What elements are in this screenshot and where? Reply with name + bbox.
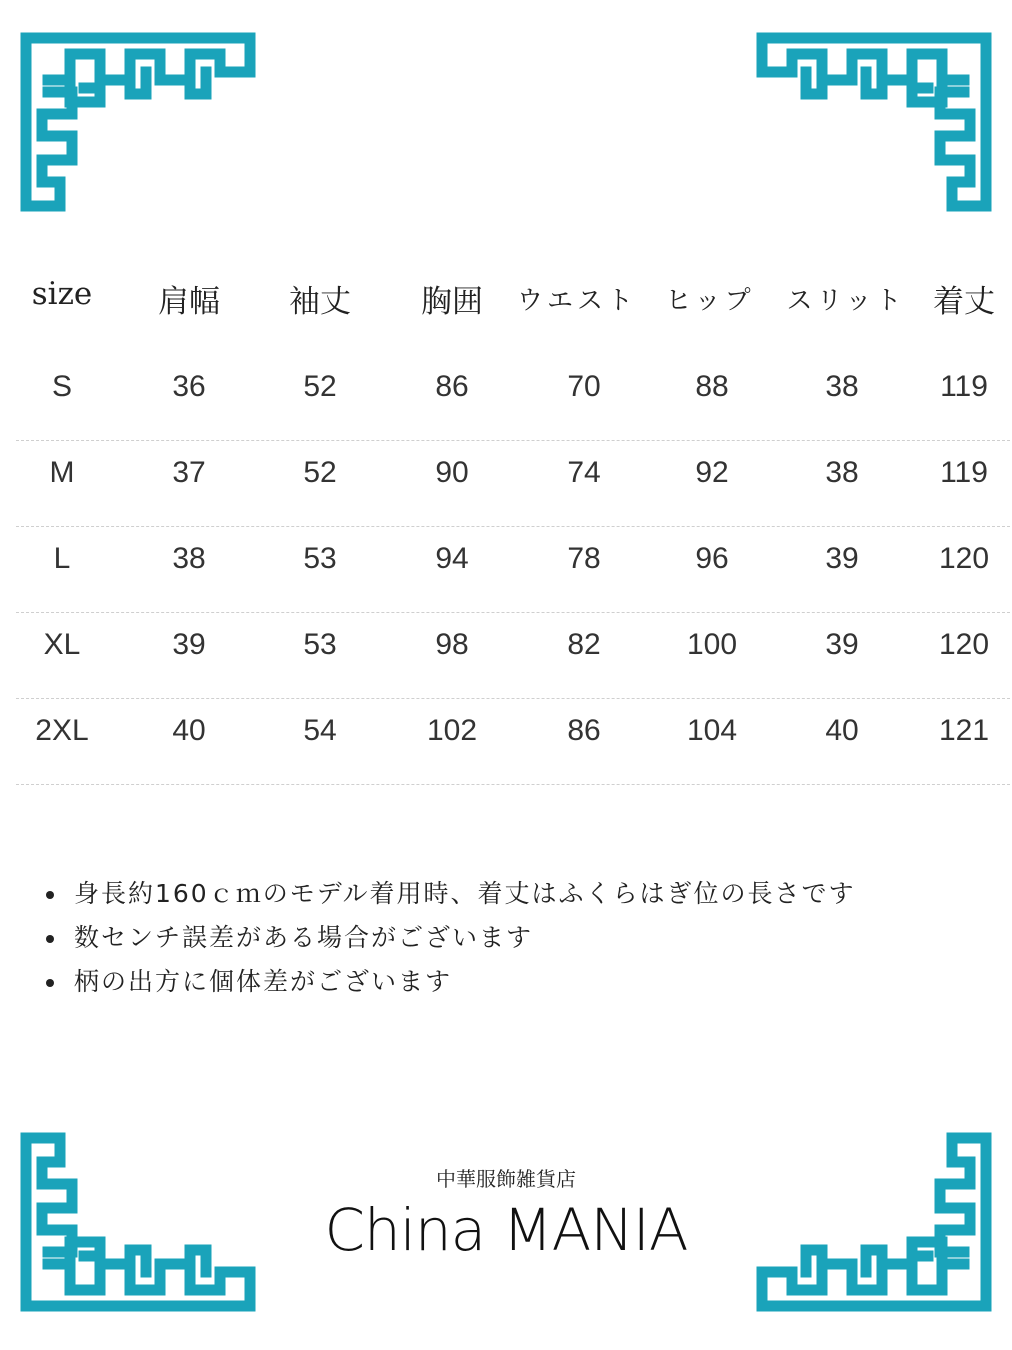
measurement-cell: 120 xyxy=(938,628,990,661)
measurement-cell: 74 xyxy=(567,456,601,489)
size-label: XL xyxy=(43,628,81,661)
column-header-slit: スリット xyxy=(786,286,906,316)
measurement-cell: 120 xyxy=(938,542,990,575)
note-item: 数センチ誤差がある場合がございます xyxy=(46,916,855,960)
measurement-cell: 52 xyxy=(303,370,337,403)
measurement-cell: 38 xyxy=(825,456,859,489)
corner-ornament-top-right-icon xyxy=(752,32,992,212)
table-row xyxy=(16,440,1010,527)
measurement-cell: 94 xyxy=(435,542,469,575)
column-header-length: 着丈 xyxy=(933,284,995,320)
measurement-cell: 121 xyxy=(938,714,990,747)
table-header-row xyxy=(0,268,1012,332)
notes-list xyxy=(46,872,855,1004)
measurement-cell: 38 xyxy=(825,370,859,403)
table-row xyxy=(16,354,1010,441)
measurement-cell: 90 xyxy=(435,456,469,489)
measurement-cell: 88 xyxy=(695,370,729,403)
column-header-hip: ヒップ xyxy=(665,286,755,316)
table-row xyxy=(16,526,1010,613)
column-header-waist: ウエスト xyxy=(516,286,638,316)
measurement-cell: 40 xyxy=(172,714,206,747)
measurement-cell: 78 xyxy=(567,542,601,575)
measurement-cell: 102 xyxy=(426,714,478,747)
measurement-cell: 119 xyxy=(940,456,988,489)
column-header-sleeve: 袖丈 xyxy=(289,284,351,320)
brand-subtitle: 中華服飾雑貨店 xyxy=(436,1167,576,1191)
measurement-cell: 37 xyxy=(172,456,206,489)
column-header-size: size xyxy=(31,276,93,312)
measurement-cell: 82 xyxy=(567,628,601,661)
table-row xyxy=(16,612,1010,699)
note-item: 柄の出方に個体差がございます xyxy=(46,960,855,1004)
measurement-cell: 86 xyxy=(567,714,601,747)
measurement-cell: 70 xyxy=(567,370,601,403)
size-label: 2XL xyxy=(35,714,89,747)
note-item: 身長約160ｃｍのモデル着用時、着丈はふくらはぎ位の長さです xyxy=(46,872,855,916)
measurement-cell: 39 xyxy=(825,628,859,661)
size-label: M xyxy=(49,456,75,489)
measurement-cell: 39 xyxy=(172,628,206,661)
measurement-cell: 92 xyxy=(695,456,729,489)
measurement-cell: 86 xyxy=(435,370,469,403)
brand-logo: China MANIA xyxy=(324,1196,688,1264)
measurement-cell: 100 xyxy=(686,628,738,661)
measurement-cell: 54 xyxy=(303,714,337,747)
size-table xyxy=(0,268,1012,747)
measurement-cell: 36 xyxy=(172,370,206,403)
size-label: L xyxy=(53,542,71,575)
column-header-chest: 胸囲 xyxy=(421,284,483,320)
column-header-shoulder: 肩幅 xyxy=(158,284,220,320)
table-row xyxy=(16,698,1010,785)
measurement-cell: 52 xyxy=(303,456,337,489)
size-label: S xyxy=(51,370,73,403)
corner-ornament-top-left-icon xyxy=(20,32,260,212)
measurement-cell: 53 xyxy=(303,542,337,575)
measurement-cell: 104 xyxy=(686,714,738,747)
measurement-cell: 98 xyxy=(435,628,469,661)
measurement-cell: 96 xyxy=(695,542,729,575)
measurement-cell: 119 xyxy=(940,370,988,403)
measurement-cell: 53 xyxy=(303,628,337,661)
measurement-cell: 40 xyxy=(825,714,859,747)
measurement-cell: 39 xyxy=(825,542,859,575)
measurement-cell: 38 xyxy=(172,542,206,575)
